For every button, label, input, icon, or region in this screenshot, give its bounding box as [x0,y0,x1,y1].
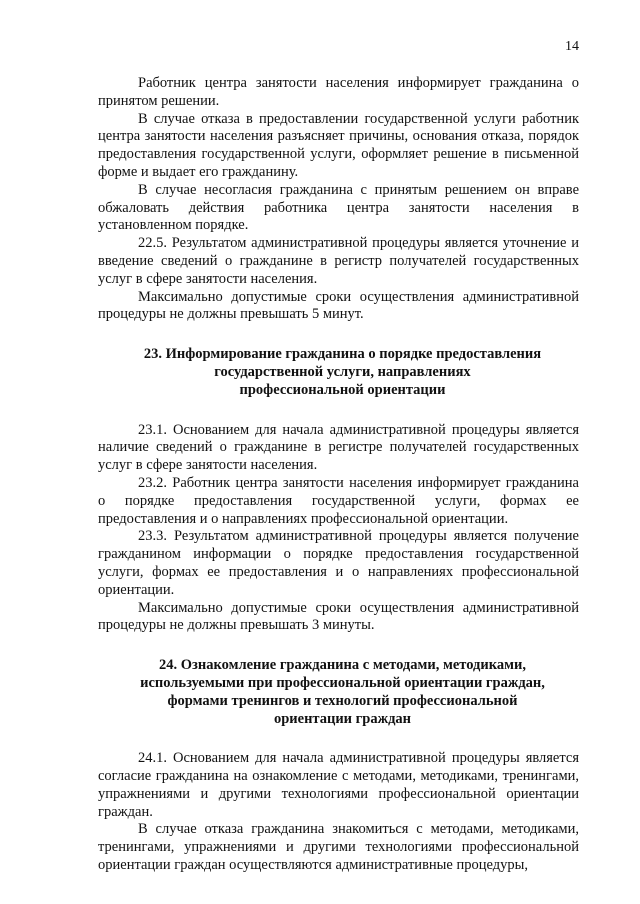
paragraph: 22.5. Результатом административной процедуры является уточнение и введение сведений о гражданине в регистр получателей государственных услуг в сфере занятости населения. [98,235,579,287]
heading-line: 24. Ознакомление гражданина с методами, методиками, [159,657,526,674]
heading-line: формами тренингов и технологий профессиональной [167,692,518,709]
paragraph: Максимально допустимые сроки осуществления административной процедуры не должны превышать 3 минуты. [98,599,579,634]
heading-line: государственной услуги, направлениях [214,363,471,380]
heading-line: используемыми при профессиональной ориентации граждан, [140,674,545,691]
heading-line: 23. Информирование гражданина о порядке предоставления [143,346,542,363]
section-heading-24 [98,657,579,728]
section-heading-23 [98,346,579,399]
paragraph: 24.1. Основанием для начала административной процедуры является согласие гражданина на ознакомление с методами, методиками, тренингами, упражнениями и другими технологиями профессиональной ориентации граждан. [98,750,579,820]
paragraph: В случае отказа в предоставлении государственной услуги работник центра занятости населения разъясняет причины, основания отказа, порядок предоставления государственной услуги, оформляет решение в письменной форме и выдает его гражданину. [98,110,579,180]
paragraph: В случае отказа гражданина знакомиться с методами, методиками, тренингами, упражнениями и другими технологиями профессиональной ориентации граждан осуществляются административные процедуры, [98,821,579,874]
paragraph: В случае несогласия гражданина с принятым решением он вправе обжаловать действия работника центра занятости населения в установленном порядке. [98,181,579,234]
paragraph: 23.2. Работник центра занятости населения информирует гражданина о порядке предоставления государственной услуги, формах ее предоставления и о направлениях профессиональной ориентации. [98,474,579,527]
heading-line: ориентации граждан [273,710,412,727]
heading-line: профессиональной ориентации [239,381,446,398]
paragraph: Максимально допустимые сроки осуществления административной процедуры не должны превышать 5 минут. [98,288,579,323]
paragraph: 23.3. Результатом административной процедуры является получение гражданином информации о порядке предоставления государственной услуги, формах ее предоставления и о направлениях профессиональной ориентации. [98,528,579,598]
paragraph: Работник центра занятости населения информирует гражданина о принятом решении. [98,75,579,109]
document-body [98,75,579,875]
page-number: 14 [565,39,579,54]
paragraph: 23.1. Основанием для начала административной процедуры является наличие сведений о гражданине в регистре получателей государственных услуг в сфере занятости населения. [98,421,579,474]
